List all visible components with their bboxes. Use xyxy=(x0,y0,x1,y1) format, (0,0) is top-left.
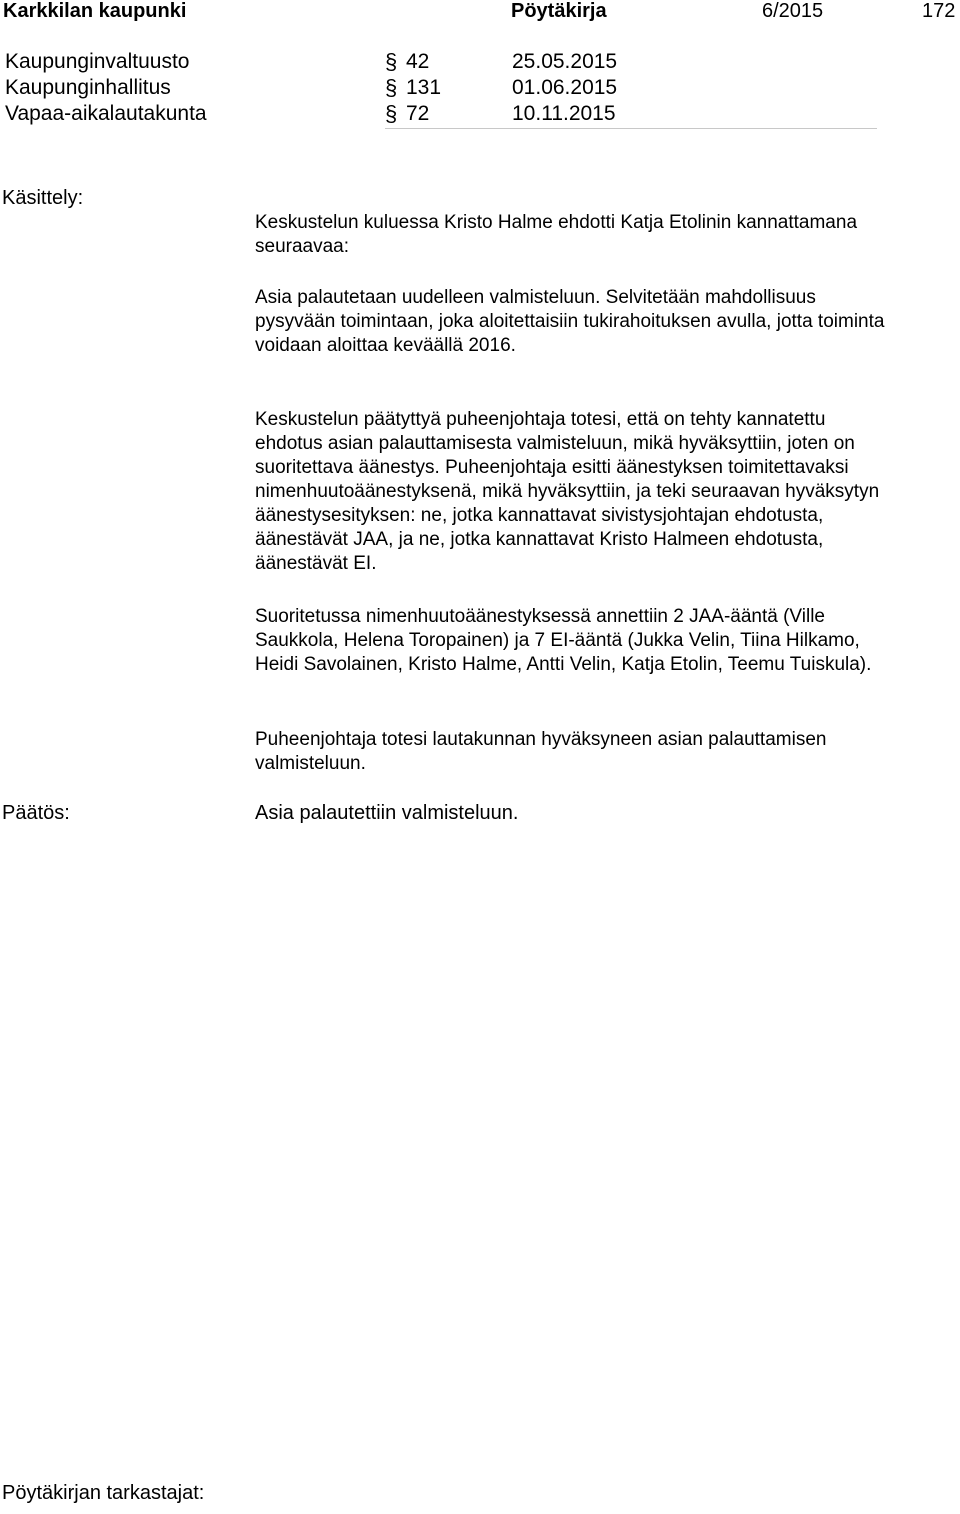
municipality-name: Karkkilan kaupunki xyxy=(3,0,187,22)
paatos-label: Päätös: xyxy=(2,802,70,824)
document-type: Pöytäkirja xyxy=(511,0,607,22)
kasittely-paragraph xyxy=(255,408,895,576)
header-divider xyxy=(385,128,877,129)
reference-body: Kaupunginhallitus xyxy=(5,76,171,99)
kasittely-label: Käsittely: xyxy=(2,187,84,209)
kasittely-text: Suoritetussa nimenhuutoäänestyksessä annettiin 2 JAA-ääntä (Ville Saukkola, Helena Toropainen) ja 7 EI-ääntä (Jukka Velin, Tiina Hilkamo, Heidi Savolainen, Kristo Halme, Antti Velin, Katja Etolin, Teemu Tuiskula). xyxy=(255,606,872,675)
section-icon: § xyxy=(385,101,398,126)
reference-date: 10.11.2015 xyxy=(512,102,616,125)
reference-date: 01.06.2015 xyxy=(512,76,618,99)
kasittely-text: Keskustelun päätyttyä puheenjohtaja totesi, että on tehty kannatettu ehdotus asian palauttamisesta valmisteluun, mikä hyväksyttiin, joten on suoritettava äänestys. Puheenjohtaja esitti äänestyksen toimitettavaksi nimenhuutoäänestyksenä, mikä hyväksyttiin, ja teki seuraavan hyväksytyn äänestysesityksen: ne, jotka kannattavat sivistysjohtajan ehdotusta, äänestävät JAA, ja ne, jotka kannattavat Kristo Halmeen ehdotusta, äänestävät EI. xyxy=(255,409,880,574)
kasittely-paragraph xyxy=(255,605,895,677)
reference-body: Kaupunginvaltuusto xyxy=(5,50,190,73)
paatos-text: Asia palautettiin valmisteluun. xyxy=(255,802,519,824)
section-icon: § xyxy=(385,75,398,100)
page-number: 172 xyxy=(922,0,956,22)
issue-number: 6/2015 xyxy=(762,0,824,22)
reference-body: Vapaa-aikalautakunta xyxy=(5,102,207,125)
reference-number: 131 xyxy=(406,76,442,99)
kasittely-paragraph xyxy=(255,286,895,358)
footer-signature-label: Pöytäkirjan tarkastajat: xyxy=(2,1482,205,1504)
kasittely-text: Asia palautetaan uudelleen valmisteluun. Selvitetään mahdollisuus pysyvään toimintaan, joka aloitettaisiin tukirahoituksen avulla, jotta toiminta voidaan aloittaa keväällä 2016. xyxy=(255,287,885,356)
kasittely-paragraph xyxy=(255,211,895,259)
kasittely-text: Keskustelun kuluessa Kristo Halme ehdotti Katja Etolinin kannattamana seuraavaa: xyxy=(255,212,858,257)
kasittely-paragraph xyxy=(255,728,895,776)
reference-date: 25.05.2015 xyxy=(512,50,618,73)
reference-number: 42 xyxy=(406,50,430,73)
section-icon: § xyxy=(385,49,398,74)
reference-number: 72 xyxy=(406,102,430,125)
kasittely-text: Puheenjohtaja totesi lautakunnan hyväksyneen asian palauttamisen valmisteluun. xyxy=(255,729,827,774)
